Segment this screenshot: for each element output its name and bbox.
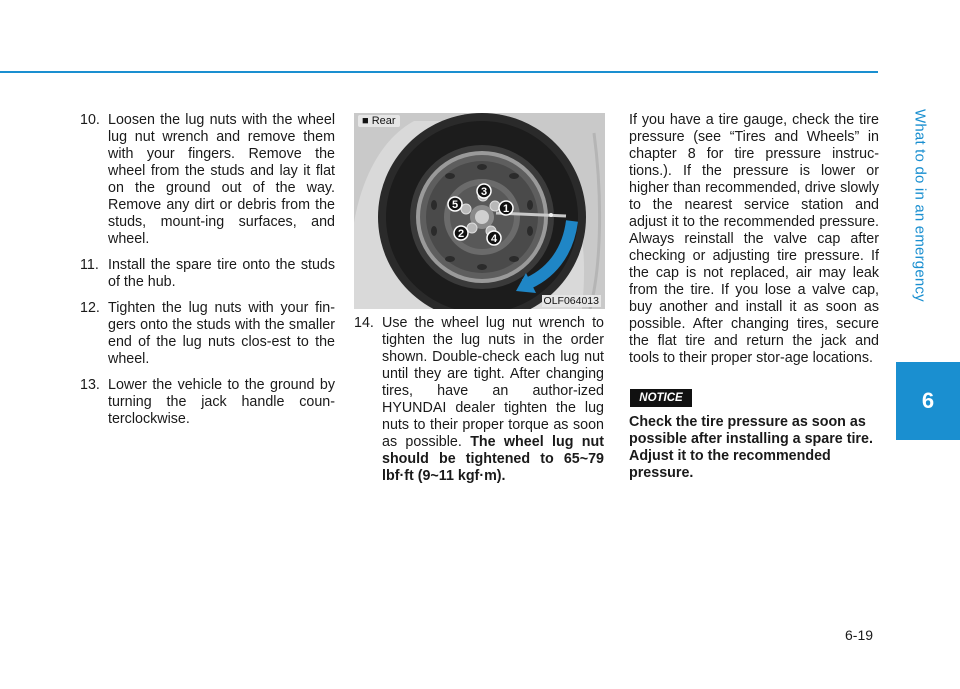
step-number: 14. [354,315,374,331]
step-text-regular: Use the wheel lug nut wrench to tighten the lug nuts in the order shown. Double-check each lug nut until they are tight. After changing tires, have an author-ized HYUNDAI dealer tighten the lug nuts to their proper torque as soon as possible. [382,315,604,450]
step-12 [80,300,335,368]
chapter-title-text: What to do in an emergency [911,108,929,302]
step-text: Tighten the lug nuts with your fin-gers onto the studs with the smaller end of the lug nuts clos-est to the wheel. [108,300,335,367]
step-number: 10. [80,112,100,128]
wheel-drawing [354,113,605,309]
svg-text:3: 3 [480,186,488,198]
chapter-number: 6 [921,388,935,413]
nut-order-3 [477,184,491,198]
step-13 [80,377,335,428]
step-number: 12. [80,300,100,316]
step-text: Loosen the lug nuts with the wheel lug nut wrench and remove them with your fingers. Remove the wheel from the studs and lay it flat on the ground out of the way. Remove any dirt or debris from the studs, mount-ing surfaces, and wheel. [108,112,335,247]
step-number: 11. [80,257,99,273]
left-column [80,112,335,437]
step-11 [80,257,335,291]
chapter-side-title [900,60,940,350]
middle-column [354,315,604,494]
svg-text:1: 1 [502,203,510,215]
wheel-illustration [354,113,605,309]
tire-gauge-paragraph: If you have a tire gauge, check the tire pressure (see “Tires and Wheels” in chapter 8 for tire pressure instruc-tions.). If the pressure is lower or higher than recommended, drive slowly to the nearest service station and adjust it to the recommended pressure. Always reinstall the valve cap after checking or adjusting tire pressure. If the cap is not replaced, air may leak from the tire. If you lose a valve cap, buy another and install it as soon as possible. After changing tires, secure the flat tire and return the jack and tools to their proper stor-age locations. [629,112,879,366]
step-text: Lower the vehicle to the ground by turning the jack handle coun-terclockwise. [108,377,335,427]
nut-order-4 [487,231,501,245]
figure-code: OLF064013 [543,295,599,307]
notice-badge: NOTICE [630,389,692,407]
nut-order-2 [454,226,468,240]
torque-spec: The wheel lug nut should be tightened to 65~79 lbf·ft (9~11 kgf·m). [382,434,604,484]
step-text: Install the spare tire onto the studs of the hub. [108,257,335,290]
page-number: 6-19 [845,627,874,643]
nut-order-1 [499,201,513,215]
right-column [629,112,879,367]
step-number: 13. [80,377,100,393]
figure-label: ■ Rear [358,115,400,127]
notice-text: Check the tire pressure as soon as possible after installing a spare tire. Adjust it to the recommended pressure. [629,414,873,481]
nut-order-5 [448,197,462,211]
chapter-tab[interactable] [896,362,960,440]
step-10 [80,112,335,248]
svg-text:4: 4 [490,233,498,245]
svg-text:5: 5 [451,199,459,211]
step-14 [354,315,604,485]
step-text [382,315,604,485]
svg-text:2: 2 [457,228,465,240]
header-rule [0,71,878,73]
